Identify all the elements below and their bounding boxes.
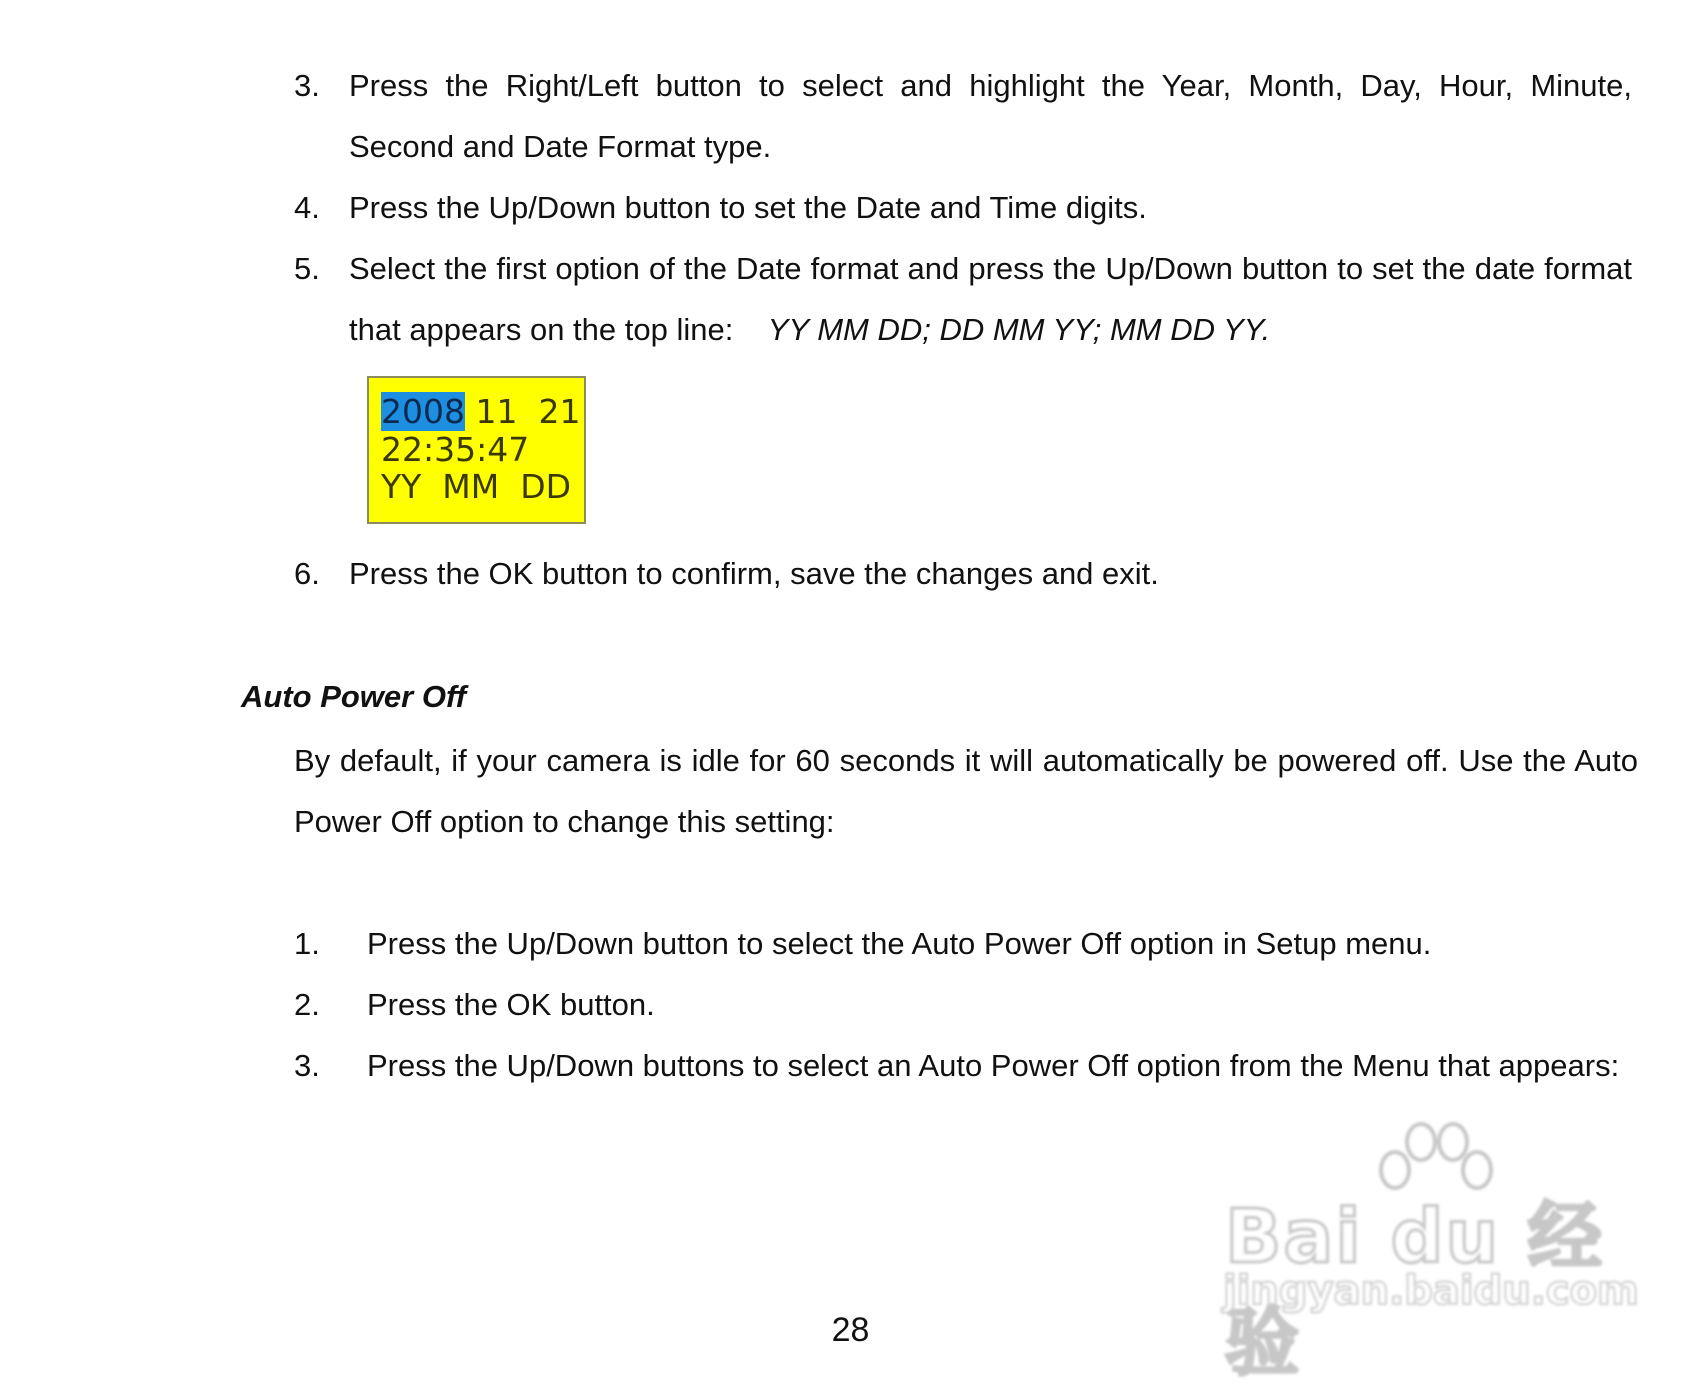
lcd-time-row: 22:35:47	[381, 430, 530, 469]
step-number: 5.	[294, 251, 320, 286]
lcd-format-row: YY MM DD	[381, 467, 572, 506]
lcd-month-day: 11 21	[464, 392, 581, 431]
step-text: Press the Up/Down button to select the Auto Power Off option in Setup menu.	[367, 926, 1432, 961]
step-text: Press the Up/Down buttons to select an Auto Power Off option from the Menu that appears:	[367, 1048, 1620, 1083]
page-number: 28	[831, 1311, 870, 1349]
step-text	[349, 238, 1632, 360]
date-format-options: YY MM DD; DD MM YY; MM DD YY.	[767, 312, 1271, 347]
step-text: Press the OK button to confirm, save the changes and exit.	[349, 556, 1159, 591]
lcd-date-screen	[367, 376, 586, 524]
step-text: Press the Up/Down button to set the Date and Time digits.	[349, 190, 1147, 225]
step-number: 2.	[294, 987, 320, 1022]
watermark-brand: Bai du 经验	[1225, 1194, 1604, 1386]
section-intro: By default, if your camera is idle for 60 seconds it will automatically be powered off. Use the Auto Power Off option to change this setting:	[294, 743, 1638, 839]
step-number: 4.	[294, 190, 320, 225]
step-text: Press the OK button.	[367, 987, 655, 1022]
watermark-site: jingyan.baidu.com	[1223, 1268, 1639, 1314]
step-text-body: Select the first option of the Date format and press the Up/Down button to set the date format that appears on the top line:	[349, 251, 1632, 347]
lcd-date-row	[381, 393, 580, 431]
step-number: 3.	[294, 68, 320, 103]
lcd-year-highlight: 2008	[381, 392, 465, 431]
section-heading: Auto Power Off	[241, 679, 467, 714]
baidu-watermark	[1215, 1118, 1639, 1386]
step-number: 3.	[294, 1048, 320, 1083]
step-text: Press the Right/Left button to select and highlight the Year, Month, Day, Hour, Minute, Second and Date Format type.	[349, 68, 1632, 164]
step-number: 6.	[294, 556, 320, 591]
step-number: 1.	[294, 926, 320, 961]
